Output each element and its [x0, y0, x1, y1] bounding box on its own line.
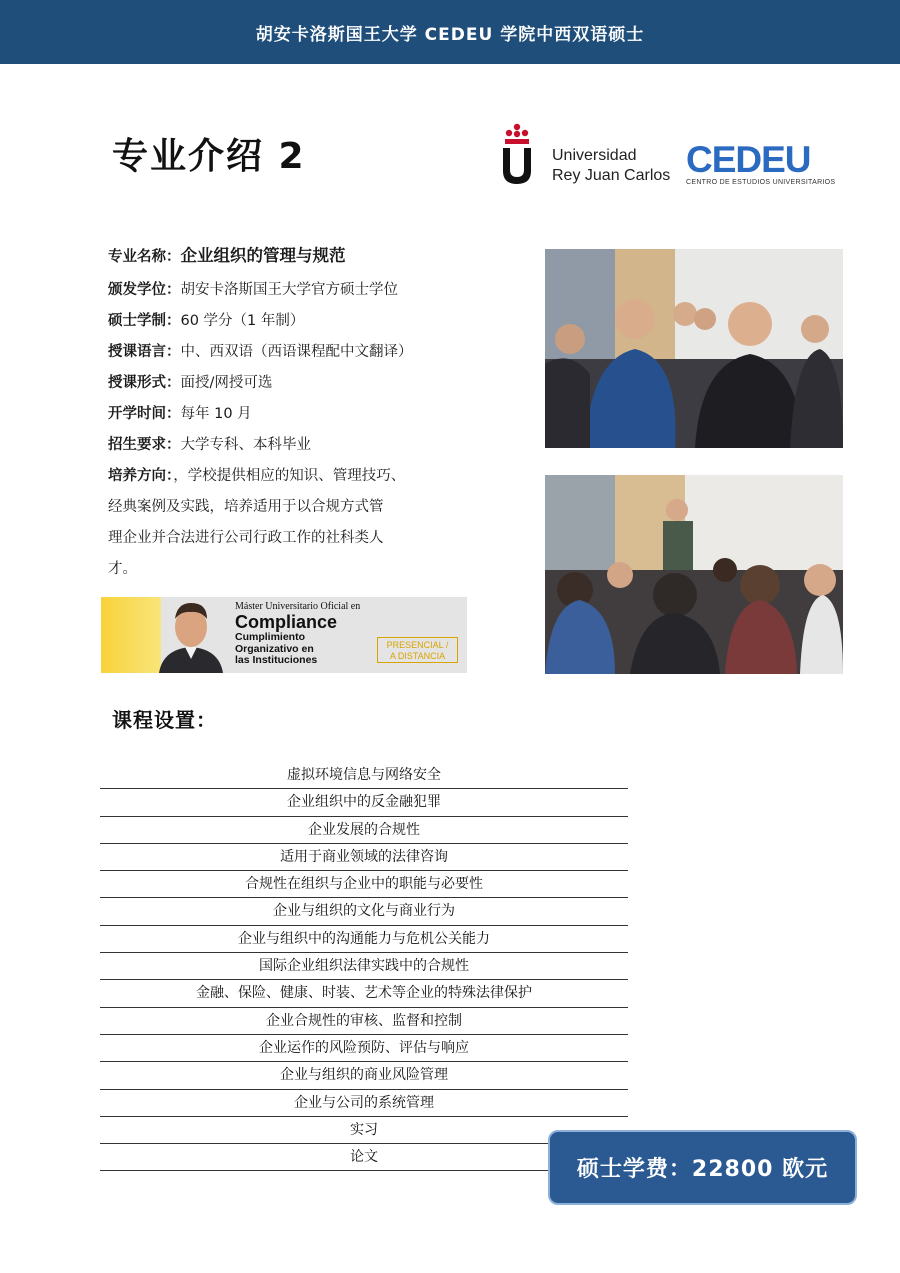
banner-sub-line3: las Instituciones	[235, 654, 318, 666]
duration-row	[108, 306, 438, 337]
degree-row	[108, 275, 438, 306]
duration-label: 硕士学制：	[108, 313, 181, 329]
requirement-row	[108, 430, 438, 461]
course-row: 企业运作的风险预防、评估与响应	[100, 1035, 628, 1062]
cedeu-subtitle: CENTRO DE ESTUDIOS UNIVERSITARIOS	[686, 179, 836, 186]
tuition-fee-box	[548, 1130, 857, 1205]
start-value: 每年 10 月	[180, 406, 252, 422]
cedeu-wordmark: CEDEU	[686, 139, 811, 180]
course-row: 合规性在组织与企业中的职能与必要性	[100, 871, 628, 898]
start-label: 开学时间：	[108, 406, 181, 422]
goal-line1: ，学校提供相应的知识、管理技巧、	[173, 468, 406, 484]
banner-sub-line1: Cumplimiento	[235, 631, 305, 643]
course-row: 论文	[100, 1144, 628, 1171]
banner-main-title: Compliance	[235, 612, 338, 632]
goal-label: 培养方向：	[108, 468, 174, 484]
goal-paragraph	[108, 461, 438, 585]
program-info	[108, 240, 438, 585]
requirement-value: 大学专科、本科毕业	[180, 437, 311, 453]
urjc-name-line2: Rey Juan Carlos	[552, 167, 671, 184]
course-row: 企业组织中的反金融犯罪	[100, 789, 628, 816]
course-row: 实习	[100, 1117, 628, 1144]
urjc-logo	[500, 122, 675, 188]
course-row: 虚拟环境信息与网络安全	[100, 762, 628, 789]
course-row: 企业合规性的审核、监督和控制	[100, 1008, 628, 1035]
language-row	[108, 337, 438, 368]
course-row: 企业与组织的文化与商业行为	[100, 898, 628, 925]
header-title: 胡安卡洛斯国王大学 CEDEU 学院中西双语硕士	[255, 24, 645, 45]
classroom-photo-1	[545, 249, 843, 448]
badge-line2: A DISTANCIA	[389, 651, 446, 661]
course-row: 企业发展的合规性	[100, 817, 628, 844]
requirement-label: 招生要求：	[108, 437, 181, 453]
program-name-value: 企业组织的管理与规范	[180, 246, 346, 265]
banner-portrait	[141, 597, 231, 673]
urjc-name-line1: Universidad	[552, 147, 637, 164]
banner-mode-badge	[377, 637, 458, 663]
courses-section-title: 课程设置：	[112, 708, 217, 732]
course-row: 国际企业组织法律实践中的合规性	[100, 953, 628, 980]
course-table	[100, 762, 628, 1171]
degree-label: 颁发学位：	[108, 282, 181, 298]
goal-line4: 才。	[108, 561, 137, 577]
goal-line2: 经典案例及实践，培养适用于以合规方式管	[108, 499, 384, 515]
language-value: 中、西双语（西语课程配中文翻译）	[180, 344, 413, 360]
banner-sub-line2: Organizativo en	[235, 642, 314, 655]
compliance-banner	[101, 597, 467, 673]
mode-label: 授课形式：	[108, 375, 181, 391]
goal-line3: 理企业并合法进行公司行政工作的社科类人	[108, 530, 384, 546]
duration-value: 60 学分（1 年制）	[180, 313, 305, 329]
course-row: 企业与公司的系统管理	[100, 1090, 628, 1117]
banner-kicker: Máster Universitario Oficial en	[235, 601, 361, 612]
course-row: 企业与组织中的沟通能力与危机公关能力	[100, 926, 628, 953]
badge-line1: PRESENCIAL /	[386, 640, 449, 650]
mode-value: 面授/网授可选	[180, 375, 273, 391]
urjc-crown-icon	[500, 122, 534, 186]
course-row: 企业与组织的商业风险管理	[100, 1062, 628, 1089]
course-row: 适用于商业领域的法律咨询	[100, 844, 628, 871]
program-name-label: 专业名称：	[108, 249, 181, 265]
header-bar	[0, 0, 900, 64]
banner-text	[235, 601, 385, 667]
degree-value: 胡安卡洛斯国王大学官方硕士学位	[180, 282, 398, 298]
tuition-fee-text: 硕士学费：22800 欧元	[576, 1157, 829, 1182]
course-row: 金融、保险、健康、时装、艺术等企业的特殊法律保护	[100, 980, 628, 1007]
page-title: 专业介绍 2	[112, 136, 306, 177]
language-label: 授课语言：	[108, 344, 181, 360]
mode-row	[108, 368, 438, 399]
start-row	[108, 399, 438, 430]
classroom-photo-2	[545, 475, 843, 674]
program-name-row	[108, 240, 438, 273]
cedeu-logo	[686, 139, 836, 188]
